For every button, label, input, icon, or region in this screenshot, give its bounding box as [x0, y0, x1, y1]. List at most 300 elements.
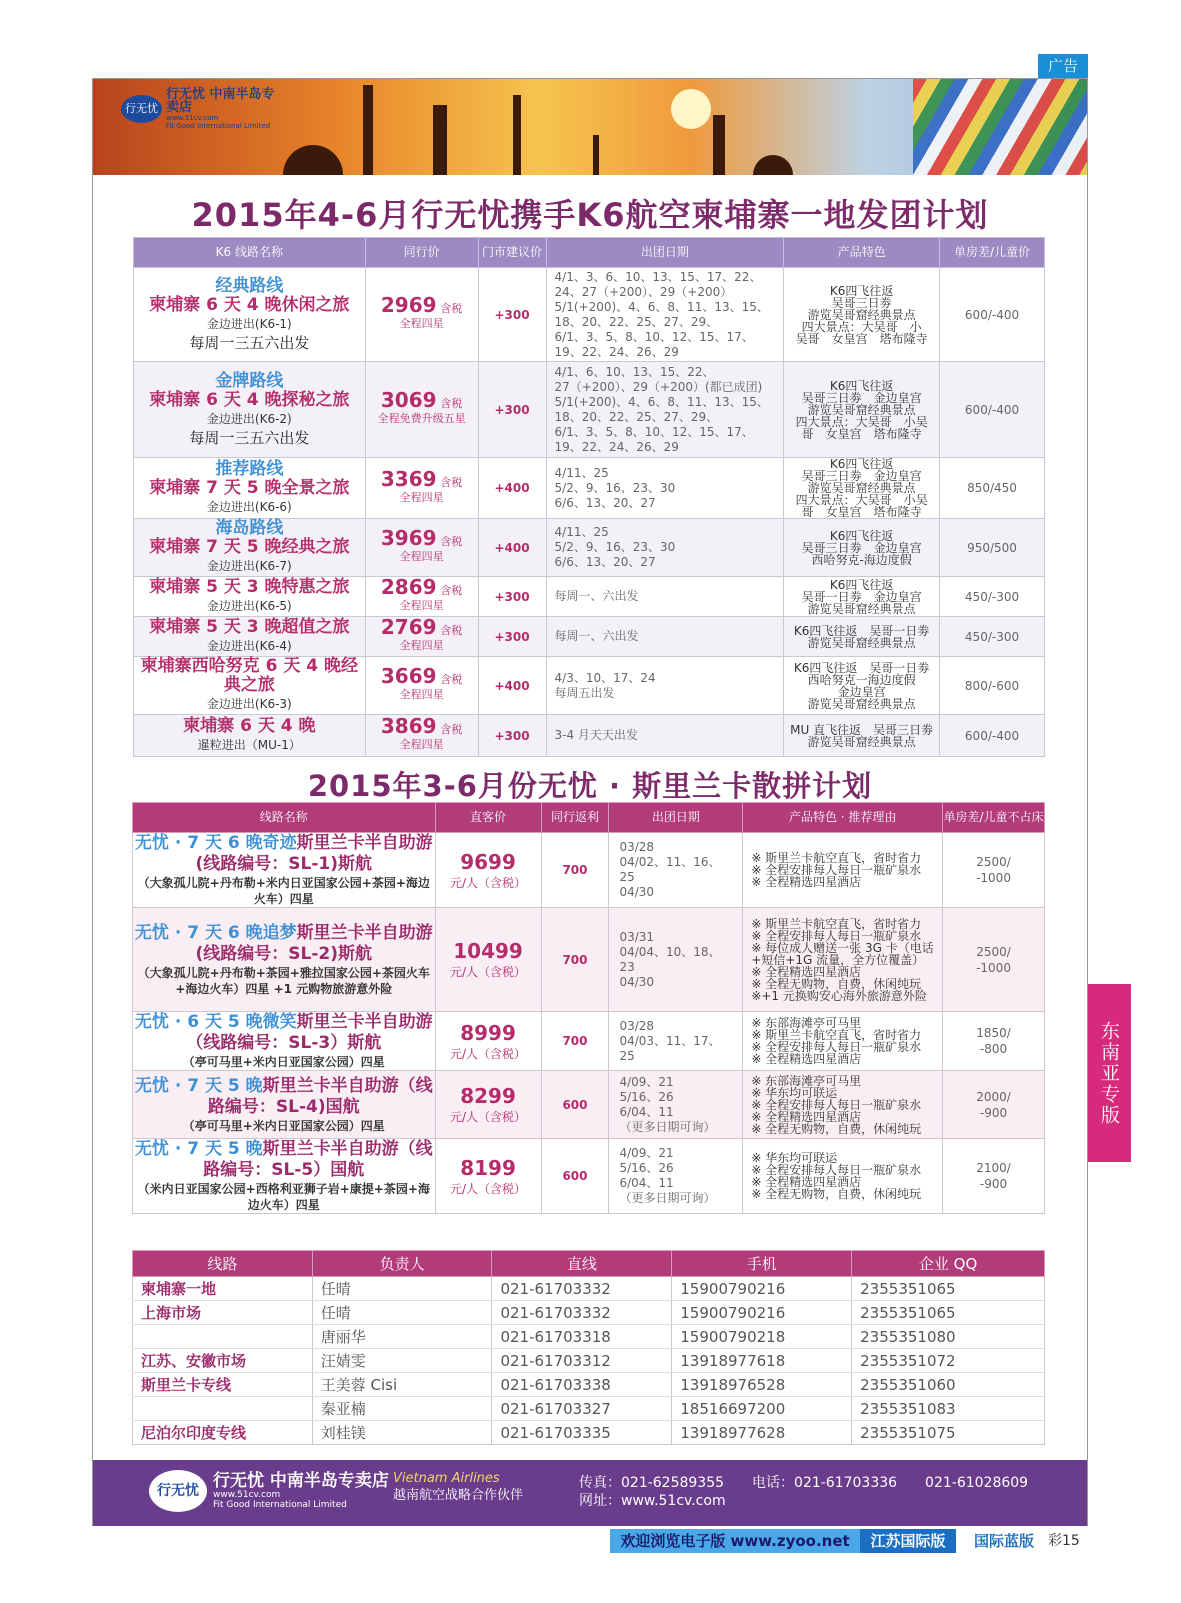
product-features — [784, 519, 940, 577]
product-features — [784, 577, 940, 617]
single-room-diff: 2500/ -1000 — [943, 908, 1045, 1012]
feature-line: ※ 东部海滩亭可马里 — [751, 1073, 862, 1088]
direct-price: 8199 — [460, 1155, 516, 1180]
date-line: 每周五出发 — [554, 685, 615, 700]
price-unit: 元/人（含税） — [450, 875, 527, 890]
contact-person: 汪婧雯 — [312, 1349, 492, 1373]
date-line: 5/1(+200)、4、6、8、11、13、15、 — [554, 299, 769, 314]
departure-dates — [609, 1071, 743, 1139]
single-room-diff: 2000/ -900 — [943, 1071, 1045, 1139]
footer-brand: 行无忧 中南半岛专卖店 — [213, 1471, 389, 1491]
feature-line: ※ 斯里兰卡航空直飞，省时省力 — [751, 851, 922, 865]
route-name: 斯里兰卡半自助游(线路编号：SL-1)斯航 — [195, 833, 433, 874]
trade-rebate: 600 — [541, 1139, 609, 1214]
feature-line: ※ 全程精选四星酒店 — [751, 1109, 862, 1124]
page-number: 彩15 — [1048, 1533, 1080, 1549]
date-line: 6/1、3、5、8、10、12、15、17、 — [554, 424, 754, 439]
feature-line: K6四飞往返 — [829, 378, 894, 393]
single-room-diff: 450/-300 — [940, 577, 1045, 617]
route-name: 斯里兰卡半自助游（线路编号：SL-3）斯航 — [186, 1012, 433, 1053]
feature-line: ※ 全程精选四星酒店 — [751, 964, 862, 979]
table-row — [134, 617, 1045, 657]
side-section-tab: 东南亚专版 — [1088, 984, 1131, 1162]
date-line: 04/30 — [619, 974, 655, 989]
date-line: 5/2、9、16、23、30 — [554, 540, 676, 554]
route-name: 斯里兰卡半自助游(线路编号：SL-2)斯航 — [195, 922, 433, 964]
route-cell — [133, 1139, 436, 1214]
single-room-diff: 2500/ -1000 — [943, 833, 1045, 908]
route-cell — [134, 519, 366, 577]
market-price: +400 — [478, 458, 546, 519]
direct-price: 8999 — [460, 1020, 516, 1045]
price-cell — [435, 1139, 541, 1214]
date-line: 5/16、26 — [619, 1089, 674, 1104]
tax-note: 含税 — [440, 624, 463, 637]
market-price: +400 — [478, 519, 546, 577]
date-line: 04/03、11、17、 — [619, 1033, 721, 1048]
silhouette-graphic — [513, 95, 521, 175]
product-features — [743, 1012, 943, 1071]
edition-label: 江苏国际版 — [860, 1529, 956, 1553]
contact-person: 刘桂镁 — [312, 1421, 492, 1445]
route-brand: 无忧 · 7 天 5 晚 — [134, 1139, 263, 1159]
feature-line: K6四飞往返 — [829, 528, 894, 543]
single-room-diff: 800/-600 — [940, 657, 1045, 715]
feature-line: K6四飞往返 — [829, 283, 894, 298]
footer-brand-en: Fit Good International Limited — [213, 1500, 347, 1510]
date-line: 04/30 — [619, 885, 655, 899]
trade-price: 2769 — [380, 615, 437, 639]
departure-dates — [609, 1012, 743, 1071]
table-row — [133, 908, 1045, 1012]
footer-logo-mark: 行无忧 — [149, 1470, 207, 1512]
column-header: 直客价 — [435, 803, 541, 833]
trade-price: 3969 — [380, 526, 437, 550]
feature-line: 西哈努克-海边度假 — [811, 552, 912, 567]
contact-mobile: 15900790218 — [672, 1325, 852, 1349]
contact-row — [133, 1325, 1045, 1349]
market-price: +400 — [478, 657, 546, 715]
feature-line: K6四飞往返 吴哥一日劵 — [793, 660, 930, 675]
feature-line: ※ 全程安排每人每日一瓶矿泉水 — [751, 928, 922, 943]
trade-rebate: 700 — [541, 833, 609, 908]
date-line: 18、20、22、25、27、29、 — [554, 314, 719, 329]
route-cell — [134, 458, 366, 519]
date-line: 03/28 — [619, 1018, 655, 1033]
route-cell — [134, 657, 366, 715]
column-header: 单房差/儿童不占床 — [943, 803, 1045, 833]
contact-line: 江苏、安徽市场 — [133, 1349, 313, 1373]
contact-direct-phone: 021-61703338 — [492, 1373, 672, 1397]
hotel-grade: 全程四星 — [399, 688, 444, 701]
date-line: 4/1、6、10、13、15、22、 — [554, 364, 715, 379]
feature-line: ※ 斯里兰卡航空直飞，省时省力 — [751, 1028, 922, 1042]
feature-line: ※ 全程无购物，自费，休闲纯玩 — [751, 976, 922, 991]
table-header-row — [133, 803, 1045, 833]
contact-person: 秦亚楠 — [312, 1397, 492, 1421]
trade-rebate: 700 — [541, 908, 609, 1012]
contact-row — [133, 1397, 1045, 1421]
tax-note: 含税 — [440, 475, 463, 489]
route-tier: 推荐路线 — [215, 458, 284, 479]
contact-row — [133, 1277, 1045, 1301]
contact-mobile: 15900790216 — [672, 1277, 852, 1301]
footer-website-line: 网址：www.51cv.com — [579, 1493, 726, 1509]
feature-line: K6四飞往返 吴哥一日劵 — [793, 623, 930, 638]
price-cell — [365, 715, 478, 757]
price-unit: 元/人（含税） — [450, 1181, 527, 1196]
feature-line: 游览吴哥窟经典景点 — [807, 635, 916, 650]
table-row — [134, 362, 1045, 458]
column-header: 出团日期 — [609, 803, 743, 833]
route-code: 金边进出(K6-4) — [206, 638, 292, 653]
contact-direct-phone: 021-61703332 — [492, 1277, 672, 1301]
va-sub: 越南航空战略合作伙伴 — [393, 1488, 524, 1503]
date-line: 25 — [619, 870, 635, 884]
price-cell — [365, 617, 478, 657]
date-line: 5/16、26 — [619, 1161, 674, 1175]
feature-line: 游览吴哥窟经典景点 — [807, 402, 916, 417]
single-room-diff: 2100/ -900 — [943, 1139, 1045, 1214]
logo-name: 行无忧 中南半岛专卖店 — [166, 87, 275, 115]
departure-dates — [546, 458, 784, 519]
single-room-diff: 600/-400 — [940, 362, 1045, 458]
va-name: Vietnam Airlines — [393, 1471, 500, 1486]
date-line: 03/28 — [619, 840, 655, 854]
feature-line: 哥 女皇宫 塔布隆寺 — [801, 426, 922, 441]
tax-note: 含税 — [440, 723, 463, 736]
route-code: 金边进出(K6-2) — [206, 411, 292, 426]
route-detail: （大象孤儿院+丹布勒+米内日亚国家公园+茶园+海边火车）四星 — [137, 876, 430, 906]
route-name: 柬埔寨 5 天 3 晚特惠之旅 — [149, 576, 350, 597]
route-code: 金边进出(K6-7) — [206, 559, 292, 573]
column-header: 企业 QQ — [852, 1251, 1045, 1277]
departure-dates — [609, 1139, 743, 1214]
date-line: 04/02、11、16、 — [619, 855, 721, 869]
tax-note: 含税 — [440, 584, 463, 597]
table-row — [134, 577, 1045, 617]
feature-line: ※ 每位成人赠送一张 3G 卡（电话 — [751, 940, 934, 955]
feature-line: 游览吴哥窟经典景点 — [807, 696, 916, 711]
feature-line: MU 直飞往返 吴哥三日劵 — [790, 722, 934, 737]
column-header: 线路名称 — [133, 803, 436, 833]
feature-line: ※ 全程无购物，自费，休闲纯玩 — [751, 1121, 922, 1136]
route-cell — [133, 1012, 436, 1071]
route-brand: 无忧 · 6 天 5 晚微笑 — [134, 1012, 297, 1032]
route-code: 金边进出(K6-3) — [206, 697, 292, 711]
contact-qq: 2355351080 — [852, 1325, 1045, 1349]
route-detail: （亭可马里+米内日亚国家公园）四星 — [182, 1118, 385, 1133]
contact-direct-phone: 021-61703327 — [492, 1397, 672, 1421]
price-cell — [365, 657, 478, 715]
contact-mobile: 15900790216 — [672, 1301, 852, 1325]
departure-dates — [546, 519, 784, 577]
feature-line: 吴哥 女皇宫 塔布隆寺 — [795, 331, 928, 346]
feature-line: 游览吴哥窟经典景点 — [807, 601, 916, 616]
direct-price: 8299 — [460, 1084, 516, 1108]
route-name: 柬埔寨 5 天 3 晚超值之旅 — [149, 616, 350, 637]
contact-line: 尼泊尔印度专线 — [133, 1421, 313, 1445]
route-frequency: 每周一三五六出发 — [189, 333, 310, 352]
hotel-grade: 全程免费升级五星 — [377, 412, 466, 425]
departure-dates — [546, 268, 784, 362]
silhouette-graphic — [283, 145, 343, 175]
route-cell — [134, 617, 366, 657]
product-features — [743, 1071, 943, 1139]
departure-dates — [546, 577, 784, 617]
route-frequency: 每周一三五六出发 — [189, 428, 310, 447]
column-header: K6 线路名称 — [134, 238, 366, 268]
contact-mobile: 13918977618 — [672, 1349, 852, 1373]
browse-link[interactable]: 欢迎浏览电子版 www.zyoo.net — [610, 1529, 860, 1553]
product-features — [784, 715, 940, 757]
feature-line: ※ 全程精选四星酒店 — [751, 1175, 862, 1189]
contact-line: 上海市场 — [133, 1301, 313, 1325]
hotel-grade: 全程四星 — [399, 639, 444, 652]
feature-line: ※ 华东均可联运 — [751, 1085, 838, 1100]
route-tier: 经典路线 — [215, 275, 284, 296]
date-line: 3-4 月天天出发 — [554, 728, 638, 742]
logo-en: Fit Good International Limited — [166, 122, 271, 130]
hotel-grade: 全程四星 — [399, 317, 444, 330]
footer-phone-line: 传真：021-62589355 电话：021-61703336 021-61028609 — [579, 1475, 1029, 1491]
contact-line: 斯里兰卡专线 — [133, 1373, 313, 1397]
date-line: 19、22、24、26、29 — [554, 344, 679, 359]
section2-title: 2015年3-6月份无忧 · 斯里兰卡散拼计划 — [307, 769, 873, 803]
contact-qq: 2355351060 — [852, 1373, 1045, 1397]
departure-dates — [546, 715, 784, 757]
departure-dates — [609, 908, 743, 1012]
feature-line: ※ 全程安排每人每日一瓶矿泉水 — [751, 1097, 922, 1112]
date-line: 5/1(+200)、4、6、8、11、13、15、 — [554, 394, 769, 409]
hotel-grade: 全程四星 — [399, 550, 444, 563]
product-features — [784, 458, 940, 519]
route-name: 柬埔寨 7 天 5 晚经典之旅 — [149, 537, 350, 557]
feature-line: 吴哥三日劵 金边皇宫 — [801, 390, 922, 405]
hotel-grade: 全程四星 — [399, 599, 444, 612]
silhouette-graphic — [363, 85, 373, 175]
date-line: 4/11、25 — [554, 465, 609, 480]
route-detail: （大象孤儿院+丹布勒+茶园+雅拉国家公园+茶园火车+海边火车）四星 +1 元购物旅游意外险 — [137, 965, 430, 996]
contact-direct-phone: 021-61703318 — [492, 1325, 672, 1349]
feature-line: 四大景点：大吴哥 小吴 — [795, 414, 928, 429]
route-cell — [134, 362, 366, 458]
tax-note: 含税 — [440, 302, 463, 315]
contact-direct-phone: 021-61703335 — [492, 1421, 672, 1445]
feature-line: ※ 全程安排每人每日一瓶矿泉水 — [751, 863, 922, 877]
price-cell — [365, 519, 478, 577]
contact-line — [133, 1325, 313, 1349]
blue-edition-label: 国际蓝版 — [973, 1532, 1034, 1550]
contact-person: 王美蓉 Cisi — [312, 1373, 492, 1397]
table-header-row — [134, 238, 1045, 268]
contact-person: 任晴 — [312, 1301, 492, 1325]
contact-mobile: 13918977628 — [672, 1421, 852, 1445]
trade-price: 2969 — [380, 293, 437, 317]
date-line: 4/09、21 — [619, 1146, 674, 1160]
contact-mobile: 13918976528 — [672, 1373, 852, 1397]
price-cell — [365, 362, 478, 458]
header-banner — [93, 79, 1087, 175]
table-row — [133, 1071, 1045, 1139]
hotel-grade: 全程四星 — [399, 738, 444, 751]
feature-line: 游览吴哥窟经典景点 — [807, 734, 916, 749]
footer-brand-site: www.51cv.com — [213, 1490, 281, 1500]
date-line: 24、27（+200）、29（+200） — [554, 284, 733, 299]
price-cell — [365, 577, 478, 617]
date-line: 6/6、13、20、27 — [554, 555, 656, 569]
cambodia-k6-table — [133, 237, 1045, 757]
date-line: 4/1、3、6、10、13、15、17、22、 — [554, 269, 762, 284]
vietnam-airlines-logo — [393, 1470, 523, 1504]
feature-line: 吴哥一日劵 金边皇宫 — [801, 589, 922, 604]
logo-site: www.51cv.com — [166, 114, 219, 122]
single-room-diff: 600/-400 — [940, 715, 1045, 757]
market-price: +300 — [478, 715, 546, 757]
route-name: 柬埔寨 6 天 4 晚探秘之旅 — [149, 389, 350, 410]
srilanka-table — [132, 802, 1045, 1214]
sun-graphic — [671, 89, 711, 129]
route-cell — [134, 577, 366, 617]
column-header: 直线 — [492, 1251, 672, 1277]
date-line: 03/31 — [619, 929, 655, 944]
date-line: 27（+200）、29（+200）(都已成团) — [554, 379, 763, 394]
date-line: 6/1、3、5、8、10、12、15、17、 — [554, 329, 754, 344]
brand-logo — [121, 89, 281, 129]
date-line: 4/3、10、17、24 — [554, 670, 656, 685]
market-price: +300 — [478, 268, 546, 362]
date-line: 23 — [619, 959, 635, 974]
price-cell — [435, 908, 541, 1012]
date-line: 6/04、11 — [619, 1176, 674, 1190]
price-cell — [365, 268, 478, 362]
direct-price: 9699 — [460, 849, 516, 874]
product-features — [743, 833, 943, 908]
column-header: 产品特色 — [784, 238, 940, 268]
contact-qq: 2355351075 — [852, 1421, 1045, 1445]
column-header: 手机 — [672, 1251, 852, 1277]
route-brand: 无忧 · 7 天 5 晚 — [134, 1075, 263, 1096]
trade-price: 3069 — [380, 388, 437, 412]
route-name: 柬埔寨 7 天 5 晚全景之旅 — [149, 477, 350, 498]
market-price: +300 — [478, 617, 546, 657]
column-header: 单房差/儿童价 — [940, 238, 1045, 268]
contact-mobile: 18516697200 — [672, 1397, 852, 1421]
date-line: 04/04、10、18、 — [619, 944, 721, 959]
feature-line: ※+1 元换购安心海外旅游意外险 — [751, 988, 927, 1003]
hotel-grade: 全程四星 — [399, 490, 444, 504]
silhouette-graphic — [713, 115, 725, 175]
contact-line: 柬埔寨一地 — [133, 1277, 313, 1301]
route-code: 金边进出(K6-1) — [206, 316, 292, 331]
date-line: 5/2、9、16、23、30 — [554, 480, 676, 495]
contact-line — [133, 1397, 313, 1421]
table-row — [133, 833, 1045, 908]
route-name: 斯里兰卡半自助游（线路编号：SL-4)国航 — [207, 1075, 433, 1117]
route-cell — [134, 715, 366, 757]
date-line: （更多日期可询） — [619, 1191, 716, 1205]
contact-row — [133, 1349, 1045, 1373]
ad-tag: 广告 — [1038, 54, 1088, 78]
feature-line: ※ 全程安排每人每日一瓶矿泉水 — [751, 1040, 922, 1054]
route-code: 金边进出(K6-6) — [206, 499, 292, 514]
route-detail: （米内日亚国家公园+西格利亚狮子岩+康提+茶园+海边火车）四星 — [137, 1182, 430, 1212]
feature-line: K6四飞往返 — [829, 457, 894, 471]
feature-line: 金边皇宫 — [837, 684, 886, 699]
date-line: 4/09、21 — [619, 1074, 674, 1089]
table-row — [134, 519, 1045, 577]
table-row — [133, 1139, 1045, 1214]
contact-row — [133, 1301, 1045, 1325]
single-room-diff: 850/450 — [940, 458, 1045, 519]
product-features — [743, 1139, 943, 1214]
section1-title: 2015年4-6月行无忧携手K6航空柬埔寨一地发团计划 — [191, 196, 989, 234]
route-name: 斯里兰卡半自助游（线路编号：SL-5）国航 — [203, 1139, 433, 1180]
column-header: 同行返利 — [541, 803, 609, 833]
route-code: 金边进出(K6-5) — [206, 598, 292, 613]
feature-line: ※ 斯里兰卡航空直飞，省时省力 — [751, 916, 922, 931]
contact-direct-phone: 021-61703312 — [492, 1349, 672, 1373]
route-brand: 无忧 · 7 天 6 晚奇迹 — [134, 833, 297, 853]
column-header: 线路 — [133, 1251, 313, 1277]
date-line: 6/6、13、20、27 — [554, 495, 656, 510]
single-room-diff: 1850/ -800 — [943, 1012, 1045, 1071]
departure-dates — [609, 833, 743, 908]
feature-line: ※ 全程安排每人每日一瓶矿泉水 — [751, 1163, 922, 1177]
price-cell — [435, 1071, 541, 1139]
contact-row — [133, 1421, 1045, 1445]
date-line: 6/04、11 — [619, 1104, 674, 1119]
market-price: +300 — [478, 362, 546, 458]
feature-line: 游览吴哥窟经典景点 — [807, 481, 916, 495]
trade-rebate: 600 — [541, 1071, 609, 1139]
column-header: 负责人 — [312, 1251, 492, 1277]
table-row — [134, 268, 1045, 362]
date-line: 每周一、六出发 — [554, 589, 639, 603]
route-name: 柬埔寨 6 天 4 晚 — [183, 715, 316, 736]
footer-band — [93, 1460, 1087, 1526]
route-cell — [133, 833, 436, 908]
table-header-row — [133, 1251, 1045, 1277]
tax-note: 含税 — [440, 673, 463, 686]
product-features — [784, 362, 940, 458]
prayer-flags-graphic — [913, 79, 1087, 175]
feature-line: 吴哥三日劵 金边皇宫 — [801, 540, 922, 555]
departure-dates — [546, 617, 784, 657]
contact-qq: 2355351072 — [852, 1349, 1045, 1373]
price-unit: 元/人（含税） — [450, 965, 527, 979]
feature-line: 四大景点：大吴哥 小吴 — [795, 493, 928, 507]
table-row — [134, 715, 1045, 757]
column-header: 出团日期 — [546, 238, 784, 268]
price-cell — [435, 833, 541, 908]
price-unit: 元/人（含税） — [450, 1110, 527, 1124]
contact-person: 唐丽华 — [312, 1325, 492, 1349]
date-line: 18、20、22、25、27、29、 — [554, 409, 719, 424]
market-price: +300 — [478, 577, 546, 617]
feature-line: +短信+1G 流量，全方位覆盖） — [751, 952, 925, 967]
route-name: 柬埔寨 6 天 4 晚休闲之旅 — [149, 294, 350, 315]
silhouette-graphic — [433, 105, 447, 175]
trade-price: 3869 — [380, 714, 437, 738]
price-cell — [365, 458, 478, 519]
route-detail: （亭可马里+米内日亚国家公园）四星 — [182, 1055, 385, 1069]
footer-logo — [149, 1470, 389, 1512]
table-row — [133, 1012, 1045, 1071]
route-code: 暹粒进出（MU-1） — [197, 737, 301, 752]
route-brand: 无忧 · 7 天 6 晚追梦 — [134, 922, 297, 943]
date-line: 19、22、24、26、29 — [554, 439, 679, 454]
